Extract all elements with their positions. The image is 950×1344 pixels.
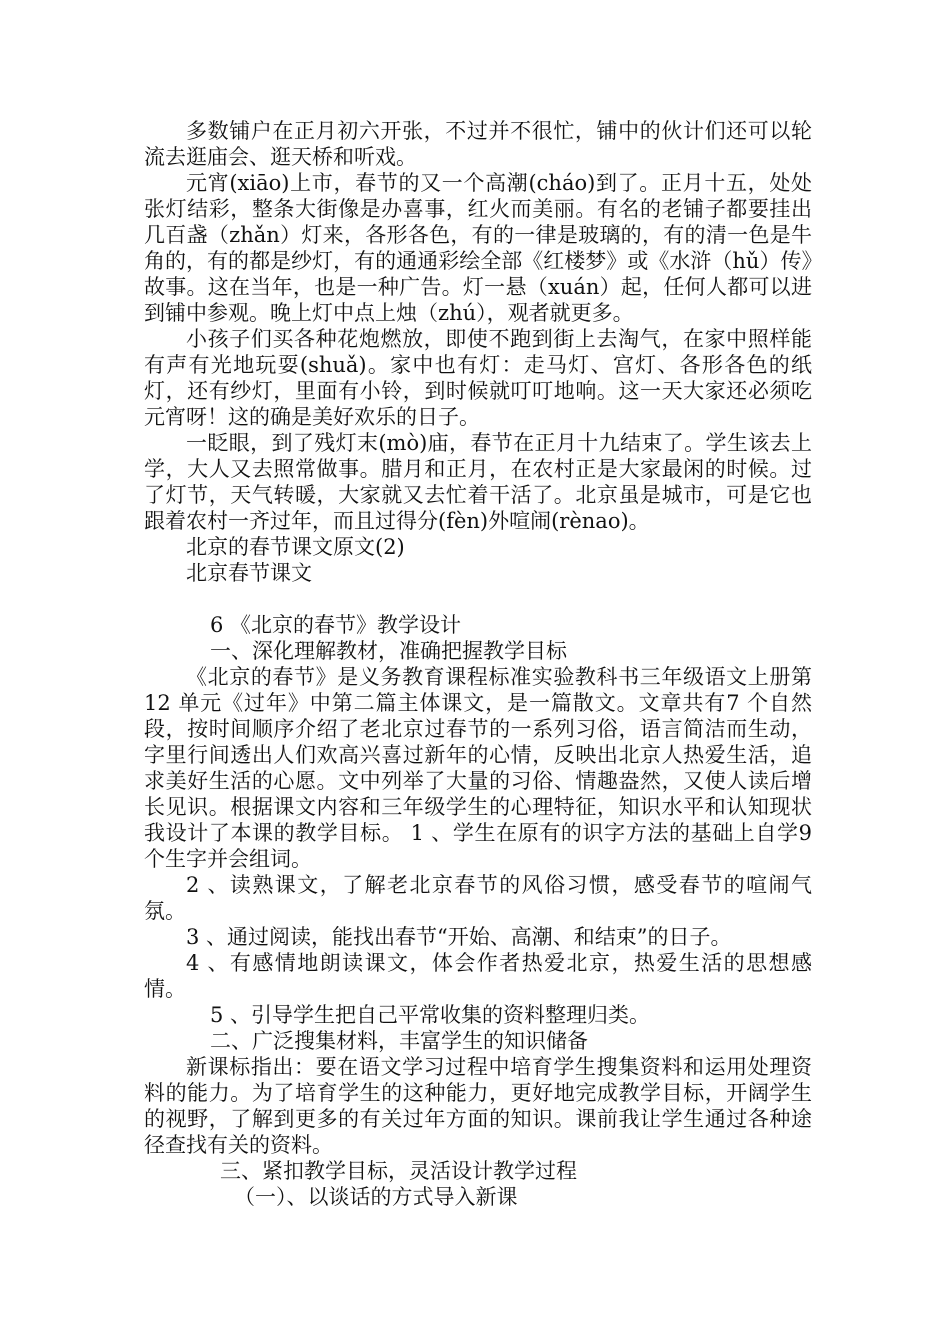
section-heading-3: 三、紧扣教学目标，灵活设计教学过程	[220, 1159, 577, 1183]
heading-spring-festival-text: 北京春节课文	[186, 561, 312, 585]
paragraph-teaching-goals: 《北京的春节》是义务教育课程标准实验教科书三年级语文上册第12 单元《过年》中第二篇主体课文，是一篇散文。文章共有7 个自然段，按时间顺序介绍了老北京过春节的一系列习俗，语言简洁而生动，字里行间透出人们欢高兴喜过新年的心情，反映出北京人热爱生活，追求美好生活的心愿。文中列举了大量的习俗、情趣盎然，又使人读后增长见识。根据课文内容和三年级学生的心理特征，知识水平和认知现状我设计了本课的教学目标。 1 、学生在原有的识字方法的基础上自学9 个生字并会组词。	[144, 665, 812, 871]
heading-teaching-design: 6 《北京的春节》教学设计	[210, 613, 462, 637]
paragraph-children-fireworks: 小孩子们买各种花炮燃放，即使不跑到街上去淘气，在家中照样能有声有光地玩耍(shuǎ)。家中也有灯：走马灯、宫灯、各形各色的纸灯，还有纱灯，里面有小铃，到时候就叮叮地响。这一天大家还必须吃元宵呀！这的确是美好欢乐的日子。	[144, 327, 812, 429]
heading-original-text: 北京的春节课文原文(2)	[186, 535, 405, 559]
goal-item-3: 3 、通过阅读，能找出春节“开始、高潮、和结束”的日子。	[186, 925, 732, 949]
paragraph-lantern-festival: 元宵(xiāo)上市，春节的又一个高潮(cháo)到了。正月十五，处处张灯结彩，整条大街像是办喜事，红火而美丽。有名的老铺子都要挂出几百盏（zhǎn）灯来，各形各色，有的一律是玻璃的，有的清一色是牛角的，有的都是纱灯，有的通通彩绘全部《红楼梦》或《水浒（hǔ）传》故事。这在当年，也是一种广告。灯一悬（xuán）起，任何人都可以进到铺中参观。晚上灯中点上烛（zhú），观者就更多。	[144, 171, 812, 325]
goal-item-2: 2 、读熟课文，了解老北京春节的风俗习惯，感受春节的喧闹气氛。	[144, 873, 812, 923]
paragraph-material-collection: 新课标指出：要在语文学习过程中培育学生搜集资料和运用处理资料的能力。为了培育学生的这种能力，更好地完成教学目标，开阔学生的视野，了解到更多的有关过年方面的知识。课前我让学生通过各种途径查找有关的资料。	[144, 1055, 812, 1157]
paragraph-shop-opening: 多数铺户在正月初六开张，不过并不很忙，铺中的伙计们还可以轮流去逛庙会、逛天桥和听戏。	[144, 119, 812, 169]
subsection-heading-1: （一）、以谈话的方式导入新课	[234, 1185, 518, 1209]
section-heading-2: 二、广泛搜集材料，丰富学生的知识储备	[210, 1029, 588, 1053]
goal-item-5: 5 、引导学生把自己平常收集的资料整理归类。	[210, 1003, 651, 1027]
goal-item-4: 4 、有感情地朗读课文，体会作者热爱北京，热爱生活的思想感情。	[144, 951, 812, 1001]
blank-line	[144, 586, 812, 612]
paragraph-festival-end: 一眨眼，到了残灯末(mò)庙，春节在正月十九结束了。学生该去上学，大人又去照常做事。腊月和正月，在农村正是大家最闲的时候。过了灯节，天气转暖，大家就又去忙着干活了。北京虽是城市，可是它也跟着农村一齐过年，而且过得分(fèn)外喧闹(rènao)。	[144, 431, 812, 533]
section-heading-1: 一、深化理解教材，准确把握教学目标	[210, 639, 567, 663]
document-body	[144, 118, 812, 1210]
